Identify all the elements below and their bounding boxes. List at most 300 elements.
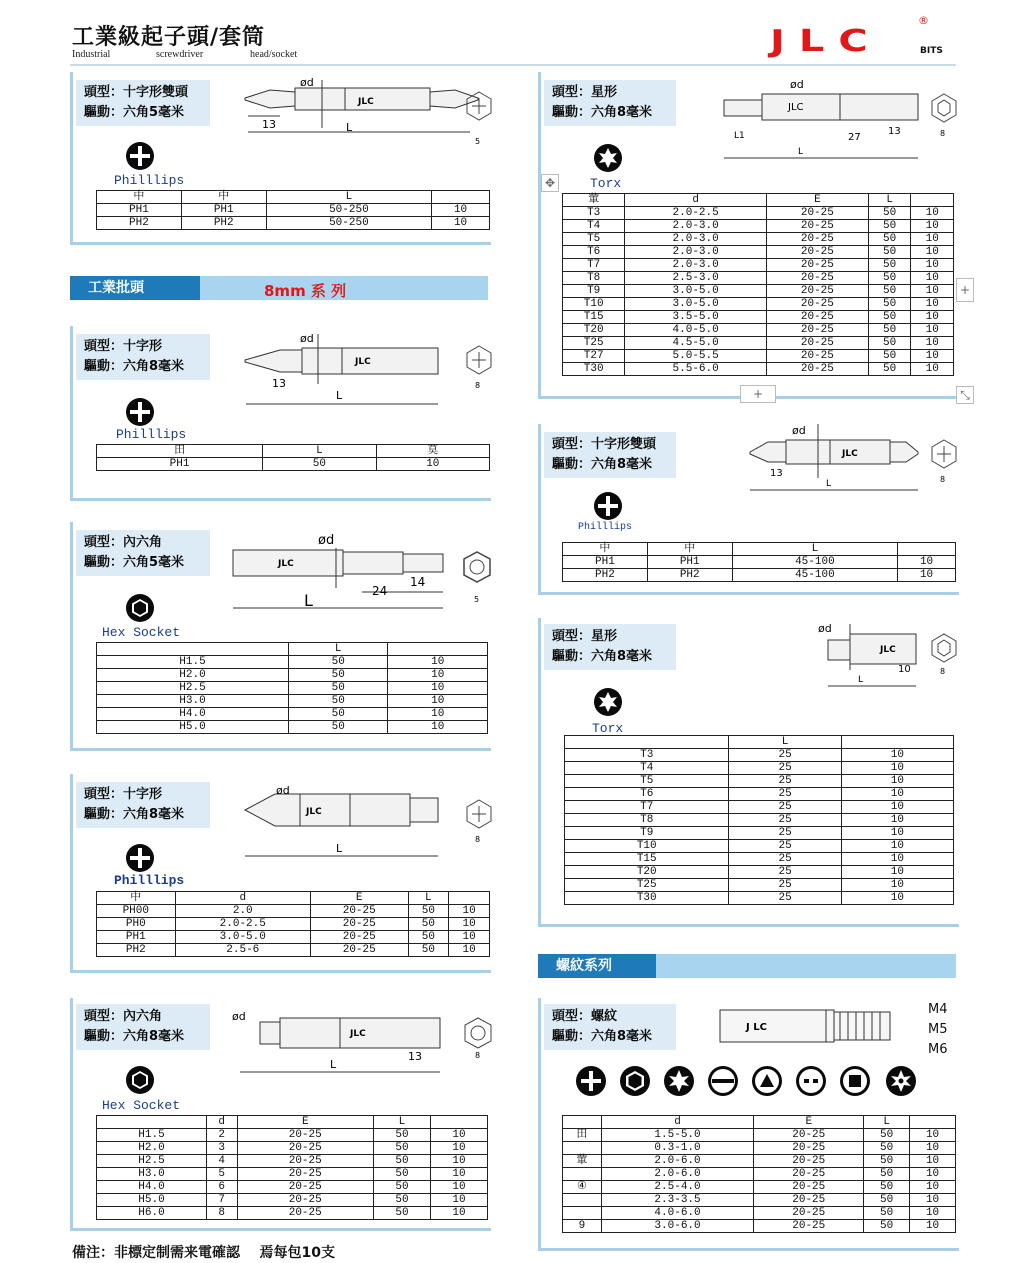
table-cell: 20-25 xyxy=(754,1181,864,1194)
table-cell: T5 xyxy=(563,233,625,246)
table-row xyxy=(563,1220,956,1233)
table-cell: 50 xyxy=(408,905,449,918)
table-cell: 50 xyxy=(868,233,911,246)
table-header-row xyxy=(563,194,954,207)
table-header-row xyxy=(97,1116,488,1129)
table-row xyxy=(563,324,954,337)
table-row xyxy=(563,246,954,259)
table-cell: 10 xyxy=(911,233,954,246)
table-cell: 20-25 xyxy=(754,1129,864,1142)
table-cell: 20-25 xyxy=(766,259,868,272)
table-cell: 10 xyxy=(388,695,488,708)
hex-socket-icon xyxy=(126,594,154,622)
column-header: d xyxy=(601,1116,754,1129)
table-cell: 10 xyxy=(841,814,953,827)
spec-table xyxy=(562,542,956,582)
bit-drawing xyxy=(720,76,930,160)
table-row xyxy=(97,1194,488,1207)
table-cell: 8 xyxy=(206,1207,237,1220)
table-cell: 25 xyxy=(729,762,841,775)
table-cell: T5 xyxy=(565,775,729,788)
table-cell: 10 xyxy=(911,246,954,259)
table-cell: 10 xyxy=(911,324,954,337)
svg-text:ød: ød xyxy=(318,533,335,548)
table-cell: T8 xyxy=(563,272,625,285)
table-cell: 2.0-2.5 xyxy=(625,207,767,220)
bit-drawing xyxy=(230,1004,450,1080)
table-cell: 10 xyxy=(910,1207,956,1220)
table-cell: 10 xyxy=(911,207,954,220)
resize-handle-icon[interactable]: ⤡ xyxy=(956,386,974,404)
table-cell: 10 xyxy=(910,1194,956,1207)
table-header-row xyxy=(97,892,490,905)
table-cell: T7 xyxy=(565,801,729,814)
triwing-triangle-icon xyxy=(752,1066,782,1096)
symbol-label: Torx xyxy=(592,721,624,736)
panel-header xyxy=(544,432,676,478)
table-cell: 10 xyxy=(910,1181,956,1194)
table-cell: T20 xyxy=(563,324,625,337)
table-cell: 葷 xyxy=(563,1155,602,1168)
column-header: 葷 xyxy=(563,194,625,207)
table-row xyxy=(563,285,954,298)
table-cell: 10 xyxy=(911,220,954,233)
table-cell: 50 xyxy=(263,458,376,471)
table-cell: H2.0 xyxy=(97,1142,207,1155)
table-cell: T9 xyxy=(565,827,729,840)
hex-end-icon xyxy=(465,90,493,150)
thread-m5: M5 xyxy=(928,1022,948,1037)
hex-socket-end-icon xyxy=(463,1016,493,1060)
panel-header xyxy=(76,1004,210,1050)
table-cell: 50 xyxy=(864,1168,910,1181)
column-header: L xyxy=(263,445,376,458)
table-cell: T3 xyxy=(563,207,625,220)
spec-table xyxy=(96,891,490,957)
table-cell: 10 xyxy=(841,749,953,762)
drive-type: 驅動：六角5毫米 xyxy=(84,105,185,120)
table-row xyxy=(97,721,488,734)
move-handle-icon[interactable]: ✥ xyxy=(541,174,559,192)
head-type: 頭型：星形 xyxy=(552,85,618,100)
table-cell: 5.5-6.0 xyxy=(625,363,767,376)
symbol-label: Philllips xyxy=(578,522,633,533)
table-cell: 25 xyxy=(729,853,841,866)
bit-drawing xyxy=(746,420,922,494)
table-cell: 5 xyxy=(206,1168,237,1181)
table-cell: 20-25 xyxy=(237,1168,373,1181)
table-cell: 20-25 xyxy=(310,931,408,944)
table-cell: PH00 xyxy=(97,905,176,918)
table-cell: 20-25 xyxy=(766,246,868,259)
table-row xyxy=(563,1129,956,1142)
column-header: L xyxy=(288,643,388,656)
column-header xyxy=(449,892,490,905)
symbol-label: Hex Socket xyxy=(102,1098,181,1113)
svg-text:JLC: JLC xyxy=(358,97,374,107)
table-row xyxy=(97,708,488,721)
table-cell: 25 xyxy=(729,749,841,762)
hex-socket-icon xyxy=(620,1066,650,1096)
table-cell: 50 xyxy=(868,298,911,311)
phillips-icon xyxy=(126,142,154,170)
spanner-icon xyxy=(796,1066,826,1096)
table-header-row xyxy=(563,543,956,556)
table-row xyxy=(565,801,954,814)
table-cell: 50 xyxy=(864,1207,910,1220)
table-cell: 50 xyxy=(864,1181,910,1194)
table-row xyxy=(97,458,490,471)
table-cell: 50 xyxy=(868,363,911,376)
spec-table xyxy=(96,642,488,734)
table-row xyxy=(563,1142,956,1155)
panel-header xyxy=(76,530,210,576)
column-header: L xyxy=(373,1116,430,1129)
table-cell xyxy=(563,1194,602,1207)
column-header: L xyxy=(732,543,897,556)
table-cell: 2.0-3.0 xyxy=(625,233,767,246)
table-cell: 5.0-5.5 xyxy=(625,350,767,363)
bit-drawing xyxy=(228,528,450,614)
table-cell: 2.5-3.0 xyxy=(625,272,767,285)
registered-mark: ® xyxy=(918,14,929,27)
table-cell: 50 xyxy=(373,1194,430,1207)
phillips-icon xyxy=(594,492,622,520)
svg-text:8: 8 xyxy=(940,667,946,676)
column-header: 中 xyxy=(97,191,182,204)
table-cell: PH2 xyxy=(647,569,732,582)
table-cell: 10 xyxy=(898,569,956,582)
thread-m6: M6 xyxy=(928,1042,948,1057)
spec-table xyxy=(564,735,954,905)
table-row xyxy=(97,1142,488,1155)
add-row-button[interactable]: + xyxy=(740,385,776,403)
table-cell: 50 xyxy=(864,1142,910,1155)
table-cell: 50 xyxy=(868,311,911,324)
symbol-label: Philllips xyxy=(114,873,185,888)
table-cell: 50 xyxy=(868,350,911,363)
table-cell: H2.5 xyxy=(97,682,289,695)
svg-text:ød: ød xyxy=(818,622,832,635)
column-header xyxy=(430,1116,487,1129)
svg-text:10: 10 xyxy=(898,664,911,675)
table-cell: 50 xyxy=(864,1155,910,1168)
hex-end-icon xyxy=(930,92,958,140)
table-cell: 20-25 xyxy=(754,1142,864,1155)
symbol-label: Philllips xyxy=(114,173,185,188)
svg-text:ød: ød xyxy=(790,78,804,91)
table-cell: 2.0-3.0 xyxy=(625,246,767,259)
table-cell xyxy=(563,1168,602,1181)
table-row xyxy=(97,217,490,230)
hex-end-icon xyxy=(465,798,493,846)
table-cell: 50 xyxy=(868,207,911,220)
thread-bit-drawing xyxy=(718,1006,894,1048)
table-cell: 10 xyxy=(432,217,490,230)
table-cell: 20-25 xyxy=(237,1207,373,1220)
table-row xyxy=(97,1207,488,1220)
table-cell: H4.0 xyxy=(97,1181,207,1194)
table-cell: 50 xyxy=(864,1129,910,1142)
table-cell: PH2 xyxy=(563,569,648,582)
table-cell: 10 xyxy=(910,1168,956,1181)
table-cell: PH1 xyxy=(563,556,648,569)
table-cell: PH1 xyxy=(97,458,263,471)
subtitle-industrial: Industrial xyxy=(72,49,111,60)
table-cell: 20-25 xyxy=(766,207,868,220)
table-cell: H6.0 xyxy=(97,1207,207,1220)
table-cell: 20-25 xyxy=(766,220,868,233)
svg-text:L: L xyxy=(826,479,832,489)
table-cell: T4 xyxy=(565,762,729,775)
table-cell: 50 xyxy=(868,259,911,272)
torx-icon xyxy=(594,144,622,172)
table-row xyxy=(563,259,954,272)
svg-text:27: 27 xyxy=(848,132,861,143)
svg-text:ød: ød xyxy=(232,1010,246,1023)
table-cell: T30 xyxy=(563,363,625,376)
table-cell: H3.0 xyxy=(97,695,289,708)
table-cell: PH0 xyxy=(97,918,176,931)
column-header: d xyxy=(206,1116,237,1129)
table-row xyxy=(563,220,954,233)
table-cell: 10 xyxy=(430,1129,487,1142)
table-cell: 50 xyxy=(288,721,388,734)
table-cell: 50 xyxy=(408,931,449,944)
table-cell: T20 xyxy=(565,866,729,879)
table-cell: T10 xyxy=(565,840,729,853)
table-cell: 10 xyxy=(841,788,953,801)
svg-text:ød: ød xyxy=(276,784,290,797)
column-header xyxy=(565,736,729,749)
table-cell: 2 xyxy=(206,1129,237,1142)
drive-type: 驅動：六角8毫米 xyxy=(552,457,653,472)
table-cell: 20-25 xyxy=(766,272,868,285)
table-cell: 10 xyxy=(430,1155,487,1168)
table-cell: 50 xyxy=(373,1155,430,1168)
table-cell: 25 xyxy=(729,788,841,801)
table-row xyxy=(563,298,954,311)
table-cell: T7 xyxy=(563,259,625,272)
table-cell: 50 xyxy=(288,656,388,669)
dim-l: L xyxy=(346,121,353,134)
table-row xyxy=(563,337,954,350)
svg-text:JLC: JLC xyxy=(788,102,804,113)
table-cell: 25 xyxy=(729,840,841,853)
table-cell: 20-25 xyxy=(766,311,868,324)
drive-type: 驅動：六角8毫米 xyxy=(84,359,185,374)
table-cell: 4.5-5.0 xyxy=(625,337,767,350)
table-cell: 4 xyxy=(206,1155,237,1168)
table-cell: 25 xyxy=(729,814,841,827)
drive-type: 驅動：六角5毫米 xyxy=(84,555,185,570)
table-cell: 10 xyxy=(911,337,954,350)
table-cell: 25 xyxy=(729,827,841,840)
svg-text:L: L xyxy=(858,675,864,685)
hex-socket-icon xyxy=(126,1066,154,1094)
table-cell: 10 xyxy=(449,905,490,918)
table-cell: 10 xyxy=(910,1220,956,1233)
table-cell: 50 xyxy=(408,918,449,931)
table-cell: 10 xyxy=(430,1181,487,1194)
subtitle-screwdriver: screwdriver xyxy=(156,49,204,60)
table-cell: 20-25 xyxy=(754,1194,864,1207)
table-row xyxy=(563,1155,956,1168)
panel-header xyxy=(544,80,676,126)
table-cell: 9 xyxy=(563,1220,602,1233)
table-cell: 3.5-5.0 xyxy=(625,311,767,324)
table-cell: 3.0-5.0 xyxy=(625,298,767,311)
column-header: d xyxy=(175,892,310,905)
table-row xyxy=(563,569,956,582)
spec-table xyxy=(96,1115,488,1220)
svg-text:L: L xyxy=(336,842,343,855)
table-header-row xyxy=(563,1116,956,1129)
table-row xyxy=(97,1155,488,1168)
table-cell: 7 xyxy=(206,1194,237,1207)
drive-type: 驅動：六角8毫米 xyxy=(552,1029,653,1044)
table-cell: 10 xyxy=(911,272,954,285)
column-header: L xyxy=(729,736,841,749)
head-type: 頭型：十字形 xyxy=(84,339,163,354)
table-cell: T4 xyxy=(563,220,625,233)
table-cell: 25 xyxy=(729,879,841,892)
table-row xyxy=(97,1168,488,1181)
dim-od: ød xyxy=(300,76,314,89)
table-cell: PH2 xyxy=(97,944,176,957)
table-cell: T10 xyxy=(563,298,625,311)
table-cell: 10 xyxy=(910,1129,956,1142)
table-cell: 45-100 xyxy=(732,569,897,582)
page-title: 工業級起子頭/套筒 xyxy=(72,25,266,50)
svg-text:L: L xyxy=(304,591,313,610)
column-header: L xyxy=(266,191,431,204)
table-cell: 20-25 xyxy=(766,363,868,376)
table-row xyxy=(563,1181,956,1194)
table-row xyxy=(565,749,954,762)
brand-logo: JLC xyxy=(770,24,882,59)
table-cell: 10 xyxy=(430,1142,487,1155)
column-header xyxy=(841,736,953,749)
table-row xyxy=(565,814,954,827)
table-cell: H1.5 xyxy=(97,1129,207,1142)
add-column-button[interactable]: + xyxy=(956,278,974,302)
column-header xyxy=(911,194,954,207)
table-cell: 2.0-2.5 xyxy=(175,918,310,931)
subtitle-head: head/socket xyxy=(250,49,298,60)
table-cell: 20-25 xyxy=(766,285,868,298)
table-cell: 2.5-6 xyxy=(175,944,310,957)
svg-text:13: 13 xyxy=(408,1050,422,1063)
bit-drawing xyxy=(818,618,922,690)
table-cell: 50 xyxy=(868,285,911,298)
table-cell: 10 xyxy=(388,708,488,721)
svg-text:JLC: JLC xyxy=(355,357,371,367)
footer-note: 備注：非標定制需来電確認 焉每包10支 xyxy=(72,1245,335,1261)
drive-type: 驅動：六角8毫米 xyxy=(84,807,185,822)
dim-13: 13 xyxy=(262,118,276,131)
svg-text:14: 14 xyxy=(410,575,426,589)
table-cell: H2.0 xyxy=(97,669,289,682)
table-cell: 10 xyxy=(911,285,954,298)
table-cell: 20-25 xyxy=(237,1181,373,1194)
table-cell: T3 xyxy=(565,749,729,762)
table-cell: 10 xyxy=(388,682,488,695)
table-cell: 50-250 xyxy=(266,217,431,230)
panel-header xyxy=(76,334,210,380)
table-cell: 10 xyxy=(449,931,490,944)
table-cell: 10 xyxy=(841,840,953,853)
table-row xyxy=(563,1194,956,1207)
table-cell xyxy=(563,1207,602,1220)
column-header: E xyxy=(237,1116,373,1129)
table-row xyxy=(563,311,954,324)
svg-text:L: L xyxy=(798,147,804,157)
table-cell: PH1 xyxy=(181,204,266,217)
table-cell: 3.0-5.0 xyxy=(625,285,767,298)
table-cell: PH1 xyxy=(647,556,732,569)
table-cell: 50 xyxy=(868,272,911,285)
table-cell: 20-25 xyxy=(237,1129,373,1142)
table-header-row xyxy=(97,643,488,656)
table-cell: H2.5 xyxy=(97,1155,207,1168)
column-header: E xyxy=(310,892,408,905)
table-cell: H4.0 xyxy=(97,708,289,721)
table-cell: 20-25 xyxy=(310,944,408,957)
table-cell: 10 xyxy=(910,1155,956,1168)
table-cell: 10 xyxy=(911,363,954,376)
table-cell: 25 xyxy=(729,892,841,905)
table-cell: H3.0 xyxy=(97,1168,207,1181)
panel-header xyxy=(76,80,210,126)
table-row xyxy=(565,775,954,788)
table-row xyxy=(563,207,954,220)
svg-text:8: 8 xyxy=(475,835,481,844)
table-cell: 50 xyxy=(868,324,911,337)
svg-text:ød: ød xyxy=(300,332,314,345)
bit-drawing xyxy=(240,330,450,408)
svg-text:8: 8 xyxy=(475,1051,481,1060)
table-cell: 50 xyxy=(864,1194,910,1207)
table-cell: 50 xyxy=(288,708,388,721)
table-cell: 0.3-1.0 xyxy=(601,1142,754,1155)
table-cell: T30 xyxy=(565,892,729,905)
svg-text:JLC: JLC xyxy=(880,645,896,655)
table-cell: 10 xyxy=(841,827,953,840)
table-cell: PH2 xyxy=(97,217,182,230)
table-cell: 50 xyxy=(288,695,388,708)
table-cell: 20-25 xyxy=(766,298,868,311)
table-cell: 25 xyxy=(729,775,841,788)
table-cell: 1.5-5.0 xyxy=(601,1129,754,1142)
bit-drawing xyxy=(240,780,450,862)
table-cell: 20-25 xyxy=(310,918,408,931)
table-cell: 50 xyxy=(868,246,911,259)
table-cell: 50 xyxy=(868,337,911,350)
table-cell: 10 xyxy=(376,458,489,471)
torx-icon xyxy=(594,688,622,716)
head-type: 頭型：內六角 xyxy=(84,535,163,550)
table-cell: 20-25 xyxy=(766,337,868,350)
table-cell: 10 xyxy=(388,669,488,682)
table-cell: T25 xyxy=(563,337,625,350)
svg-text:L: L xyxy=(336,389,343,402)
table-cell: T9 xyxy=(563,285,625,298)
table-cell: PH2 xyxy=(181,217,266,230)
table-cell: 10 xyxy=(841,762,953,775)
table-row xyxy=(563,233,954,246)
table-cell: 20-25 xyxy=(237,1155,373,1168)
